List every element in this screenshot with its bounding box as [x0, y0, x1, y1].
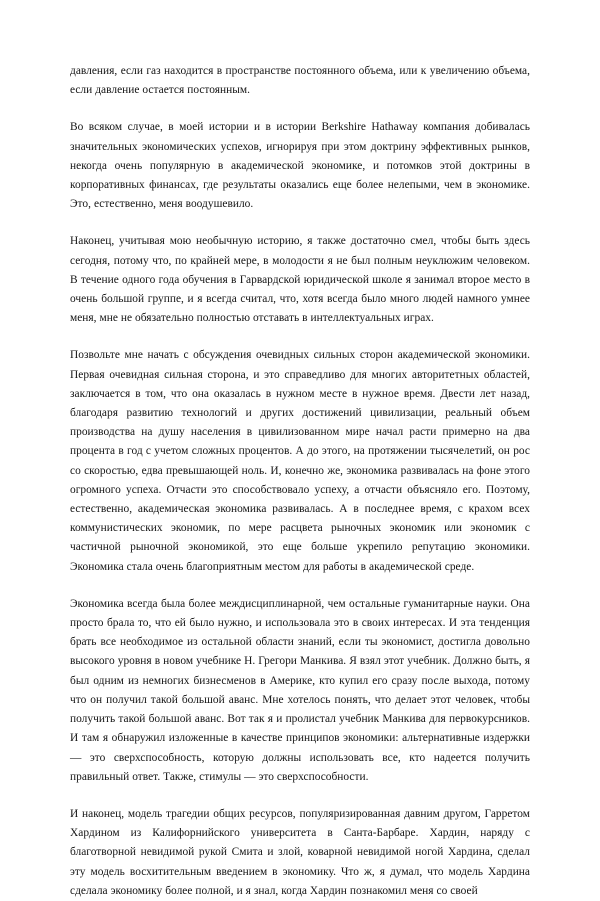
paragraph-berkshire-hathaway: Во всяком случае, в моей истории и в истории Berkshire Hathaway компания добивалась значительных экономических успехов, игнорируя при этом доктрину эффективных рынков, некогда очень популярную в академической экономике, и потомков этой доктрины в корпоративных финансах, где результаты оказались еще более нелепыми, чем в экономике. Это, естественно, меня воодушевило.	[70, 121, 530, 211]
paragraph-academic-strengths: Позвольте мне начать с обсуждения очевидных сильных сторон академической экономики. Первая очевидная сильная сторона, и это справедливо для многих авторитетных областей, заключается в том, что она оказалась в нужном месте в нужное время. Двести лет назад, благодаря развитию технологий и других достижений цивилизации, реальный объем производства на душу населения в цивилизованном мире начал расти примерно на два процента в год с учетом сложных процентов. А до этого, на протяжении тысячелетий, он рос со скоростью, едва превышающей ноль. И, конечно же, экономика развивалась на фоне этого огромного успеха. Отчасти это способствовало успеху, а отчасти объясняло его. Поэтому, естественно, академическая экономика развивалась. А в последнее время, с крахом всех коммунистических экономик, по мере расцвета рыночных экономик или экономик с частичной рыночной экономикой, это еще больше укрепило репутацию экономики. Экономика стала очень благоприятным местом для работы в академической среде.	[70, 349, 530, 573]
paragraph-mankiw-textbook: Экономика всегда была более междисциплинарной, чем остальные гуманитарные науки. Она просто брала то, что ей было нужно, и использовала это в своих интересах. И эта тенденция брать все необходимое из остальной области знаний, если ты экономист, достигла довольно высокого уровня в новом учебнике Н. Грегори Манкива. Я взял этот учебник. Должно быть, я был одним из немногих бизнесменов в Америке, кто купил его сразу после выхода, потому что он получил такой большой аванс. Мне хотелось понять, что делает этот человек, чтобы получить такой большой аванс. Вот так я и пролистал учебник Манкива для первокурсников. И там я обнаружил изложенные в качестве принципов экономики: альтернативные издержки — это сверхспособность, которую должны использовать все, кто надеется получить правильный ответ. Также, стимулы — это сверхспособности.	[70, 597, 530, 783]
paragraph-hardin-commons: И наконец, модель трагедии общих ресурсов, популяризированная давним другом, Гарретом Хардином из Калифорнийского университета в Санта-Барбаре. Хардин, наряду с благотворной невидимой рукой Смита и злой, коварной невидимой ногой Хардина, сделал эту модель восхитительным введением в экономику. Что ж, я думал, что модель Хардина сделала экономику более полной, и я знал, когда Хардин познакомил меня со своей	[70, 807, 530, 897]
paragraph-pressure-volume: давления, если газ находится в пространстве постоянного объема, или к увеличению объема, если давление остается постоянным.	[70, 65, 530, 97]
document-text-column	[70, 62, 530, 901]
paragraph-harvard-law: Наконец, учитывая мою необычную историю, я также достаточно смел, чтобы быть здесь сегодня, потому что, по крайней мере, в молодости я не был полным неуклюжим человеком. В течение одного года обучения в Гарвардской юридической школе я занимал второе место в очень большой группе, и я всегда считал, что, хотя всегда было много людей намного умнее меня, мне не обязательно полностью отставать в интеллектуальных играх.	[70, 235, 530, 325]
